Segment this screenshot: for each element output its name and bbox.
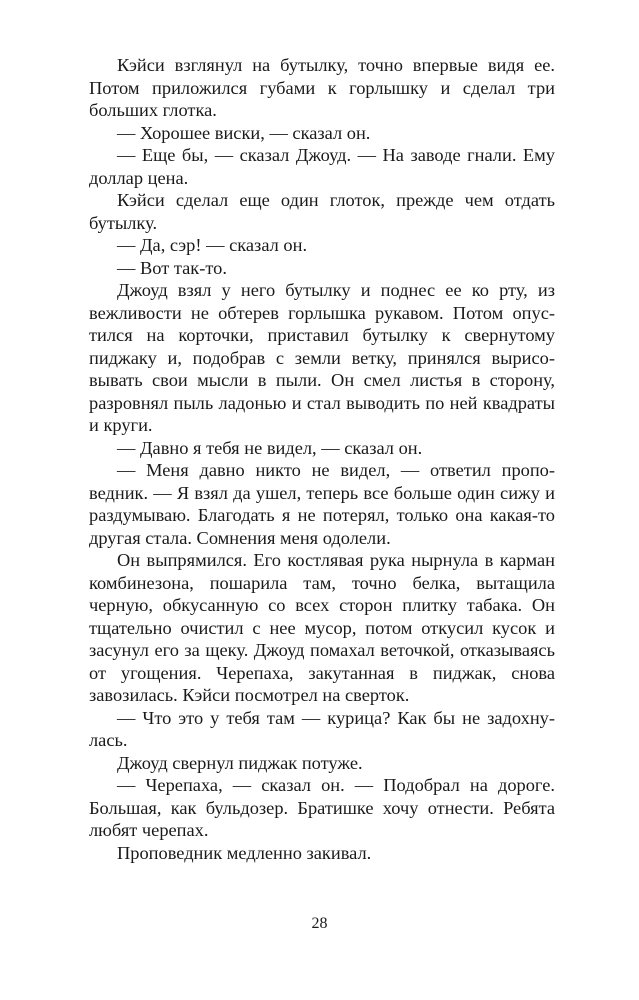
paragraph-13: — Черепаха, — сказал он. — Подобрал на дороге. Большая, как бульдозер. Братишке хочу отнести. Ребята любят черепах. xyxy=(89,775,555,840)
paragraph-7: Джоуд взял у него бутылку и поднес ее ко рту, из вежливости не обтерев горлышка рукавом. Потом опустился на корточки, приставил бутылку к свернутому пиджаку и, подобрав с земли ветку, принялся вырисовывать свои мысли в пыли. Он смел листья в сторону, разровнял пыль ладонью и стал выводить по ней квадраты и круги. xyxy=(89,280,555,435)
paragraph-12: Джоуд свернул пиджак потуже. xyxy=(117,752,363,773)
paragraph-8: — Давно я тебя не видел, — сказал он. xyxy=(117,437,423,458)
page-number: 28 xyxy=(311,915,328,932)
paragraph-5: — Да, сэр! — сказал он. xyxy=(117,235,308,255)
body-text xyxy=(89,54,555,864)
paragraph-9: — Меня давно никто не видел, — ответил проповедник. — Я взял да ушел, теперь все больше один сижу и раздумываю. Благодать я не потерял, только она какая-то другая стала. Сомнения меня одолели. xyxy=(89,460,555,548)
paragraph-11: — Что это у тебя там — курица? Как бы не задохнулась. xyxy=(89,707,555,750)
paragraph-14: Проповедник медленно закивал. xyxy=(117,842,372,863)
paragraph-10: Он выпрямился. Его костлявая рука нырнула в карман комбинезона, пошарила там, точно белка, вытащила черную, обкусанную со всех сторон плитку табака. Он тщательно очистил с нее мусор, потом откусил кусок и засунул его за щеку. Джоуд помахал веточкой, отказываясь от угощения. Черепаха, закутанная в пиджак, снова завозилась. Кэйси посмотрел на сверток. xyxy=(89,550,555,705)
paragraph-4: Кэйси сделал еще один глоток, прежде чем отдать бутылку. xyxy=(89,190,555,233)
paragraph-3: — Еще бы, — сказал Джоуд. — На заводе гнали. Ему доллар цена. xyxy=(89,145,555,188)
paragraph-6: — Вот так-то. xyxy=(117,257,227,278)
paragraph-1: Кэйси взглянул на бутылку, точно впервые видя ее. Потом приложился губами к горлышку и сделал три больших глотка. xyxy=(89,55,555,120)
paragraph-2: — Хорошее виски, — сказал он. xyxy=(117,122,371,143)
